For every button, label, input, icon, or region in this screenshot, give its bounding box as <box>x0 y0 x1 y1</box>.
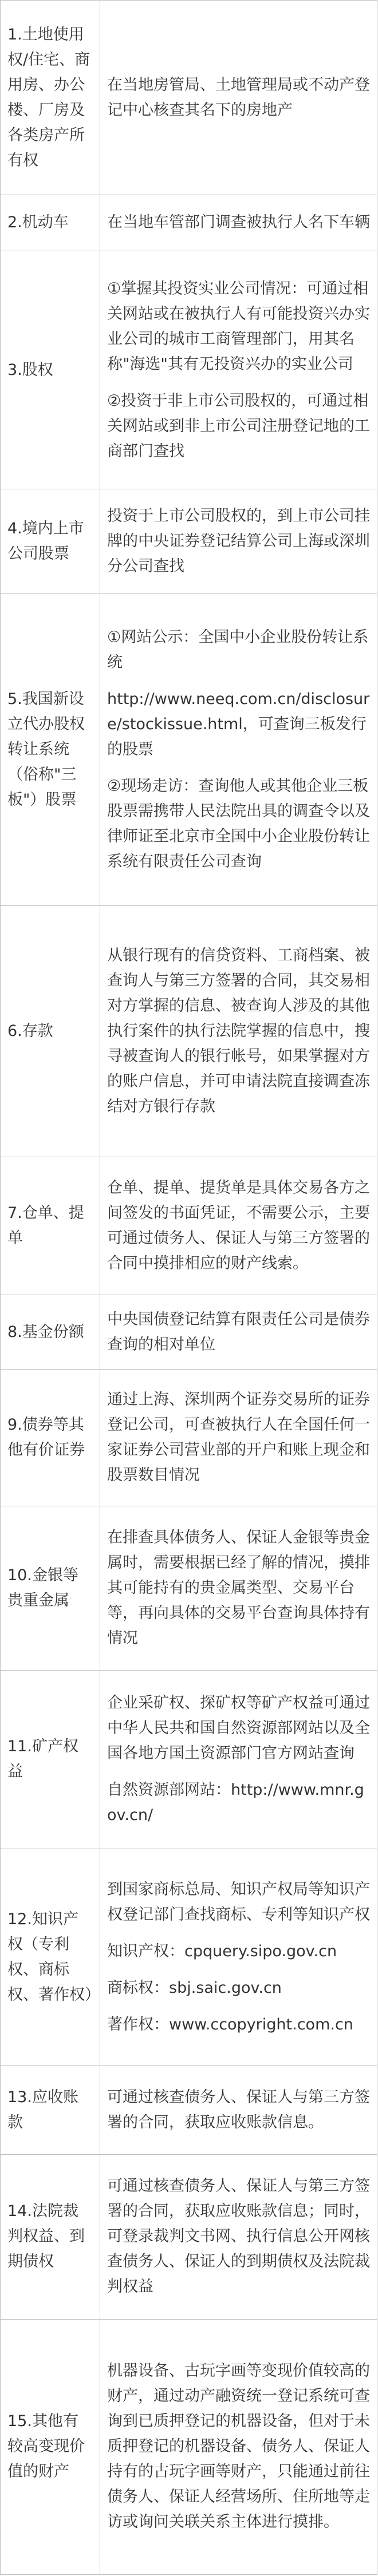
method-cell <box>100 1849 377 2065</box>
category-cell: 6.存款 <box>1 906 100 1157</box>
table-row <box>1 1671 377 1849</box>
table-row <box>1 1370 377 1506</box>
method-paragraph: ②投资于非上市公司股权的，可通过相关网站或到非上市公司注册登记地的工商部门查找 <box>107 391 370 460</box>
table-row <box>1 489 377 594</box>
category-cell: 15.其他有较高变现价值的财产 <box>1 2319 100 2574</box>
category-cell: 11.矿产权益 <box>1 1671 100 1849</box>
category-cell: 5.我国新设立代办股权转让系统（俗称"三板"）股票 <box>1 593 100 905</box>
method-cell <box>100 1370 377 1506</box>
category-cell: 8.基金份额 <box>1 1295 100 1370</box>
table-row <box>1 906 377 1157</box>
method-paragraph: 通过上海、深圳两个证券交易所的证券登记公司，可查被执行人在全国任何一家证券公司营业部的开户和账上现金和股票数目情况 <box>107 1390 370 1484</box>
method-cell <box>100 593 377 905</box>
category-cell: 4.境内上市公司股票 <box>1 489 100 594</box>
table-row <box>1 1849 377 2065</box>
method-cell <box>100 2155 377 2320</box>
method-cell <box>100 1506 377 1671</box>
method-paragraph: ②现场走访：查询他人或其他企业三板股票需携带人民法院出具的调查令以及律师证至北京市全国中小企业股份转让系统有限责任公司查询 <box>107 777 370 870</box>
method-paragraph: 企业采矿权、探矿权等矿产权益可通过中华人民共和国自然资源部网站以及全国各地方国土资源部门官方网站查询 <box>107 1694 370 1763</box>
table-row <box>1 195 377 251</box>
table-row <box>1 1295 377 1370</box>
category-cell: 2.机动车 <box>1 195 100 251</box>
table-row <box>1 2066 377 2155</box>
method-cell <box>100 1671 377 1849</box>
category-cell: 7.仓单、提单 <box>1 1157 100 1295</box>
method-paragraph: 自然资源部网站：http://www.mnr.gov.cn/ <box>107 1781 364 1825</box>
category-cell: 9.债券等其他有价证券 <box>1 1370 100 1506</box>
method-cell <box>100 1295 377 1370</box>
category-cell: 10.金银等贵重金属 <box>1 1506 100 1671</box>
method-paragraph: 商标权：sbj.saic.gov.cn <box>107 1979 282 1997</box>
category-cell: 14.法院裁判权益、到期债权 <box>1 2155 100 2320</box>
method-paragraph: 著作权：www.ccopyright.com.cn <box>107 2015 353 2033</box>
method-paragraph: 中央国债登记结算有限责任公司是债券查询的相对单位 <box>107 1310 370 1354</box>
method-paragraph: 在当地车管部门调查被执行人名下车辆 <box>107 213 370 232</box>
method-paragraph: 到国家商标总局、知识产权局等知识产权登记部门查找商标、专利等知识产权 <box>107 1880 370 1924</box>
method-cell <box>100 906 377 1157</box>
method-paragraph: 在排查具体债务人、保证人金银等贵金属时，需要根据已经了解的情况，摸排其可能持有的贵金属类型、交易平台等，再向具体的交易平台查询具体持有情况 <box>107 1528 370 1647</box>
table-row <box>1 593 377 905</box>
table-row <box>1 1 377 195</box>
category-cell: 3.股权 <box>1 251 100 489</box>
method-paragraph: ①掌握其投资实业公司情况：可通过相关网站或在被执行人有可能投资兴办实业公司的城市工商管理部门，用其名称"海选"其有无投资兴办的实业公司 <box>107 279 370 373</box>
table-row <box>1 1157 377 1295</box>
method-cell <box>100 251 377 489</box>
method-paragraph: 从银行现有的信贷资料、工商档案、被查询人与第三方签署的合同，其交易相对方掌握的信息、被查询人涉及的其他执行案件的执行法院掌握的信息中，搜寻被查询人的银行帐号，如果掌握对方的账户信息，并可申请法院直接调查冻结对方银行存款 <box>107 947 370 1116</box>
category-cell: 12.知识产权（专利权、商标权、著作权） <box>1 1849 100 2065</box>
category-cell: 13.应收账款 <box>1 2066 100 2155</box>
method-paragraph: ①网站公示：全国中小企业股份转让系统 <box>107 628 369 671</box>
table-body <box>1 1 377 2575</box>
method-paragraph: 投资于上市公司股权的，到上市公司挂牌的中央证券登记结算公司上海或深圳分公司查找 <box>107 507 370 576</box>
table-row <box>1 2155 377 2320</box>
method-cell <box>100 2319 377 2574</box>
method-paragraph: 仓单、提单、提货单是具体交易各方之间签发的书面凭证，不需要公示，主要可通过债务人、保证人与第三方签署的合同中摸排相应的财产线索。 <box>107 1179 370 1273</box>
method-paragraph: 在当地房管局、土地管理局或不动产登记中心核查其名下的房地产 <box>107 76 370 119</box>
method-paragraph: http://www.neeq.com.cn/disclosure/stockissue.html，可查询三板发行的股票 <box>107 690 370 758</box>
method-cell <box>100 2066 377 2155</box>
method-cell <box>100 1157 377 1295</box>
table-row <box>1 2319 377 2574</box>
method-paragraph: 机器设备、古玩字画等变现价值较高的财产，通过动产融资统一登记系统可查询到已质押登记的机器设备，但对于未质押登记的机器设备、债务人、保证人持有的古玩字画等财产，只能通过前往债务人、保证人经营场所、住所地等走访或询问关联关系主体进行摸排。 <box>107 2362 370 2531</box>
category-cell: 1.土地使用权/住宅、商用房、办公楼、厂房及各类房产所有权 <box>1 1 100 195</box>
table-row <box>1 251 377 489</box>
table-row <box>1 1506 377 1671</box>
method-paragraph: 可通过核查债务人、保证人与第三方签署的合同，获取应收账款信息；同时，可登录裁判文书网、执行信息公开网核查债务人、保证人的到期债权及法院裁判权益 <box>107 2177 370 2296</box>
method-cell <box>100 195 377 251</box>
method-paragraph: 可通过核查债务人、保证人与第三方签署的合同，获取应收账款信息。 <box>107 2088 370 2132</box>
method-cell <box>100 1 377 195</box>
method-paragraph: 知识产权：cpquery.sipo.gov.cn <box>107 1942 337 1960</box>
method-cell <box>100 489 377 594</box>
